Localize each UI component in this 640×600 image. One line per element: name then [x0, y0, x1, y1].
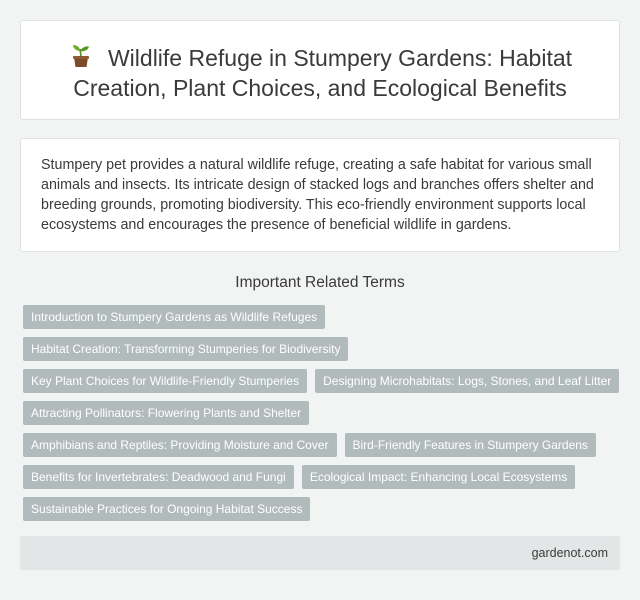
term-tag[interactable]: Introduction to Stumpery Gardens as Wildlife Refuges [23, 305, 325, 329]
related-terms-list [23, 305, 623, 529]
page-title-text: Wildlife Refuge in Stumpery Gardens: Habitat Creation, Plant Choices, and Ecological Benefits [73, 45, 573, 101]
page-title [21, 21, 619, 103]
term-row [23, 401, 623, 433]
term-tag[interactable]: Sustainable Practices for Ongoing Habitat Success [23, 497, 310, 521]
term-tag[interactable]: Amphibians and Reptiles: Providing Moisture and Cover [23, 433, 337, 457]
description-card [20, 138, 620, 252]
term-row [23, 465, 623, 497]
term-tag[interactable]: Habitat Creation: Transforming Stumperies for Biodiversity [23, 337, 348, 361]
footer [20, 536, 620, 570]
term-row [23, 369, 623, 401]
term-tag[interactable]: Ecological Impact: Enhancing Local Ecosystems [302, 465, 575, 489]
term-tag[interactable]: Attracting Pollinators: Flowering Plants and Shelter [23, 401, 309, 425]
title-card [20, 20, 620, 120]
description-text: Stumpery pet provides a natural wildlife refuge, creating a safe habitat for various small animals and insects. Its intricate design of stacked logs and branches offers shelter and breeding grounds, promoting biodiversity. This eco-friendly environment supports local ecosystems and encourages the presence of beneficial wildlife in gardens. [41, 157, 594, 233]
term-row [23, 337, 623, 369]
sprout-icon [68, 43, 94, 69]
related-terms-heading: Important Related Terms [235, 274, 405, 291]
term-tag[interactable]: Benefits for Invertebrates: Deadwood and Fungi [23, 465, 294, 489]
footer-site-link[interactable]: gardenot.com [531, 546, 608, 560]
term-tag[interactable]: Bird-Friendly Features in Stumpery Gardens [345, 433, 596, 457]
term-tag[interactable]: Key Plant Choices for Wildlife-Friendly Stumperies [23, 369, 307, 393]
term-row [23, 305, 623, 337]
term-row [23, 433, 623, 465]
term-row [23, 497, 623, 529]
term-tag[interactable]: Designing Microhabitats: Logs, Stones, and Leaf Litter [315, 369, 619, 393]
